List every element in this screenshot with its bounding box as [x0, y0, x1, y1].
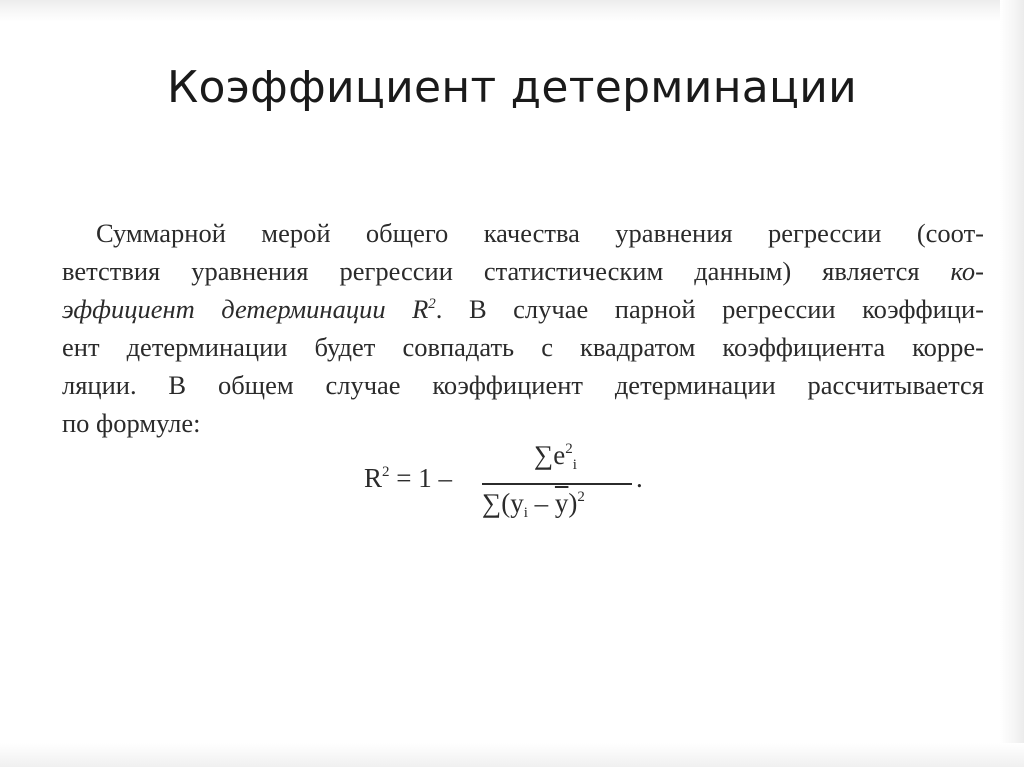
paragraph-line-4-text: ент детерминации будет совпадать с квадратом коэффициента корре-: [62, 332, 984, 362]
scanned-text-block: [62, 214, 984, 442]
fraction-bar: [482, 483, 632, 485]
formula-denominator: [482, 488, 585, 519]
paragraph-line-2-text: ветствия уравнения регрессии статистическим данным) является: [62, 256, 920, 286]
formula-denominator-close: ): [568, 488, 578, 518]
formula-lhs: [364, 463, 452, 494]
formula-lhs-superscript: 2: [382, 464, 390, 480]
paragraph-line-3-italic: эффициент детерминации R: [62, 294, 429, 324]
formula-denominator-minus: –: [527, 488, 555, 518]
determination-formula: [358, 440, 658, 530]
paragraph-line-6: [62, 404, 984, 442]
formula-numerator-superscript: 2: [565, 441, 573, 457]
formula-denominator-subscript: i: [523, 505, 528, 521]
paragraph-line-2-italic: ко-: [950, 256, 984, 286]
formula-lhs-rest: = 1 –: [389, 463, 452, 493]
paragraph-line-3-text: . В случае парной регрессии коэффици-: [435, 294, 984, 324]
formula-denominator-mean-y: $\overline{y}$: [554, 488, 569, 518]
formula-numerator: [534, 440, 577, 471]
paragraph-line-1: [62, 214, 984, 252]
paragraph-line-4: [62, 328, 984, 366]
formula-end-dot: .: [636, 463, 643, 493]
paragraph-line-6-text: по формуле:: [62, 408, 201, 438]
paragraph-line-1-text: Суммарной мерой общего качества уравнения регрессии (соот-: [96, 218, 984, 248]
slide-edge-shadow-bottom: [0, 743, 1024, 767]
slide-edge-shadow-top: [0, 0, 1024, 22]
formula-denominator-open: ∑(y: [482, 488, 524, 518]
formula-numerator-subscript: i: [572, 457, 577, 473]
formula-denominator-superscript: 2: [577, 489, 585, 505]
paragraph-line-3: [62, 290, 984, 328]
paragraph-line-5: [62, 366, 984, 404]
formula-numerator-sum: ∑e: [534, 440, 566, 470]
formula-lhs-base: R: [364, 463, 383, 493]
paragraph-line-5-text: ляции. В общем случае коэффициент детерминации рассчитывается: [62, 370, 984, 400]
paragraph-line-2: [62, 252, 984, 290]
paragraph-line-3-superscript: 2: [428, 296, 436, 312]
slide-edge-shadow-right: [1000, 0, 1024, 767]
slide-title: Коэффициент детерминации: [166, 62, 858, 113]
